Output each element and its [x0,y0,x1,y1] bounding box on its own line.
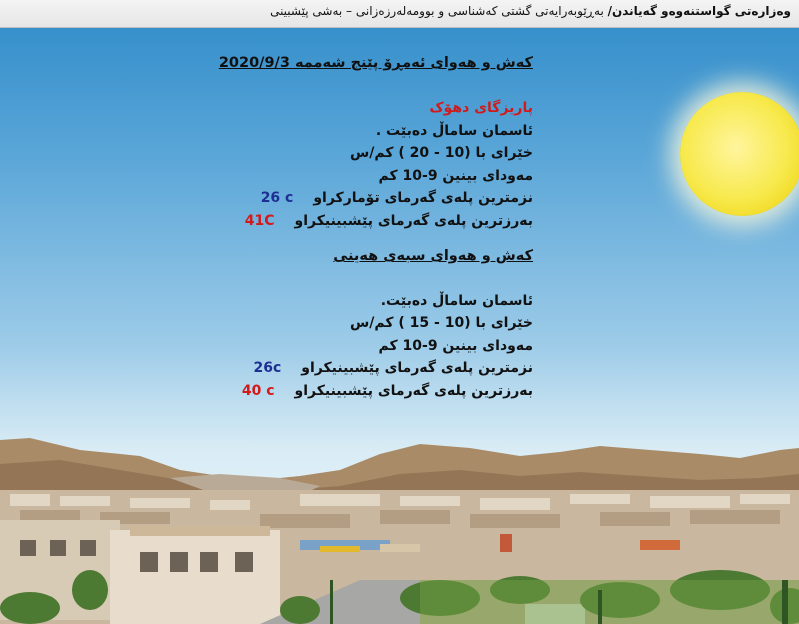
tomorrow-min-temp [173,357,533,380]
ministry-name: وەزارەتی گواستنەوەو گەیاندن/ [607,4,791,18]
city-panorama [0,430,799,624]
today-visibility: مەودای بینین 9-10 کم [378,167,533,184]
tomorrow-title: کەش و هەوای سبەی هەینی [333,248,533,264]
spacer [173,75,533,98]
today-max-label: بەرزترین پلەی گەرمای پێشبینیکراو [294,212,533,229]
spacer [173,232,533,245]
sun-icon [680,92,799,216]
department-name: بەڕێوبەرایەتی گشتی کەشناسی و بوومەلەرزەزانی – بەشی پێشبینی [270,4,608,18]
today-sky: ئاسمان ساماڵ دەبێت . [375,122,533,139]
today-min-label: نزمترین پلەی گەرمای تۆمارکراو [313,190,533,206]
spacer [173,268,533,290]
tomorrow-sky: ئاسمان ساماڵ دەبێت. [380,292,533,309]
tomorrow-min-label: نزمترین پلەی گەرمای پێشبینیکراو [301,360,533,376]
tomorrow-visibility: مەودای بینین 9-10 کم [378,337,533,354]
today-wind: خێرای با (10 - 20 ) کم/س [349,145,533,161]
today-min-value: 26 c [260,190,294,206]
tomorrow-max-value: 40 c [241,382,275,399]
today-title: کەش و هەوای ئەمڕۆ پێنج شەممە 2020/9/3 [218,55,533,71]
today-max-value: 41C [244,212,275,229]
header-text [270,4,791,18]
tomorrow-max-temp [173,380,533,403]
today-min-temp [173,187,533,210]
tomorrow-wind: خێرای با (10 - 15 ) کم/س [349,315,533,331]
header-bar [0,0,799,28]
today-max-temp [173,210,533,233]
region-name: پاریزگای دهۆک [429,100,533,116]
tomorrow-min-value: 26c [253,360,282,376]
tomorrow-max-label: بەرزترین پلەی گەرمای پێشبینیکراو [294,382,533,399]
forecast-content [173,52,533,402]
